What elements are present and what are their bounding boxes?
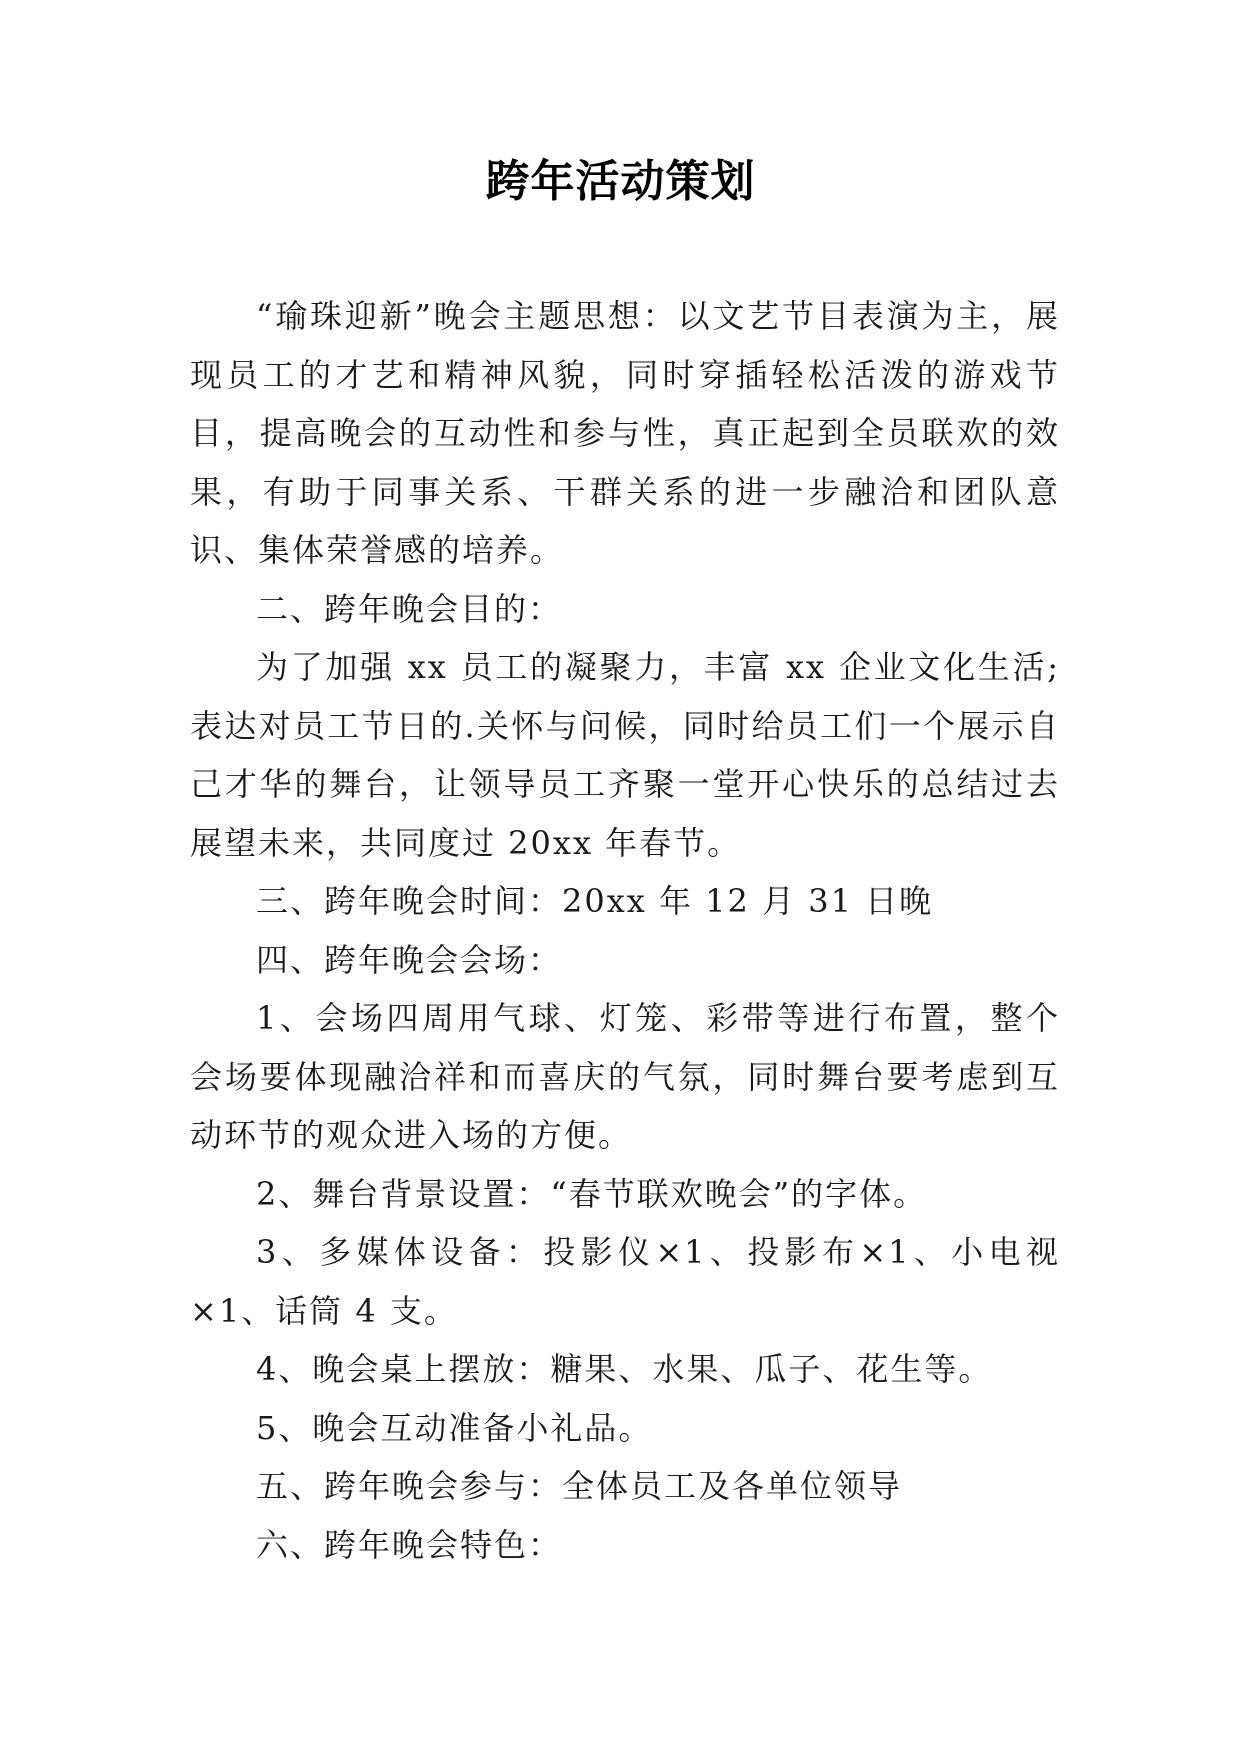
paragraph-purpose: 为了加强 xx 员工的凝聚力，丰富 xx 企业文化生活;表达对员工节日的.关怀与问候，同时给员工们一个展示自己才华的舞台，让领导员工齐聚一堂开心快乐的总结过去展望未来，共同度过 20xx 年春节。: [190, 648, 1060, 862]
document-body: [190, 287, 1060, 1574]
paragraph-table-items: 4、晚会桌上摆放：糖果、水果、瓜子、花生等。: [256, 1350, 993, 1388]
paragraph-venue-decoration: 1、会场四周用气球、灯笼、彩带等进行布置，整个会场要体现融洽祥和而喜庆的气氛，同时舞台要考虑到互动环节的观众进入场的方便。: [190, 999, 1060, 1154]
paragraph-stage-background: 2、舞台背景设置：“春节联欢晚会”的字体。: [256, 1174, 928, 1213]
paragraph-gifts: 5、晚会互动准备小礼品。: [256, 1408, 653, 1447]
document-title: 跨年活动策划: [485, 156, 756, 207]
heading-features: 六、跨年晚会特色：: [256, 1525, 563, 1564]
heading-venue: 四、跨年晚会会场：: [256, 940, 563, 979]
paragraph-multimedia: 3、多媒体设备：投影仪×1、投影布×1、小电视×1、话筒 4 支。: [190, 1233, 1060, 1330]
paragraph-theme: “瑜珠迎新”晚会主题思想：以文艺节目表演为主，展现员工的才艺和精神风貌，同时穿插轻松活泼的游戏节目，提高晚会的互动性和参与性，真正起到全员联欢的效果，有助于同事关系、干群关系的进一步融洽和团队意识、集体荣誉感的培养。: [190, 297, 1060, 569]
heading-time: 三、跨年晚会时间：20xx 年 12 月 31 日晚: [256, 882, 934, 920]
heading-participants: 五、跨年晚会参与：全体员工及各单位领导: [256, 1467, 903, 1505]
heading-purpose: 二、跨年晚会目的：: [256, 589, 563, 628]
